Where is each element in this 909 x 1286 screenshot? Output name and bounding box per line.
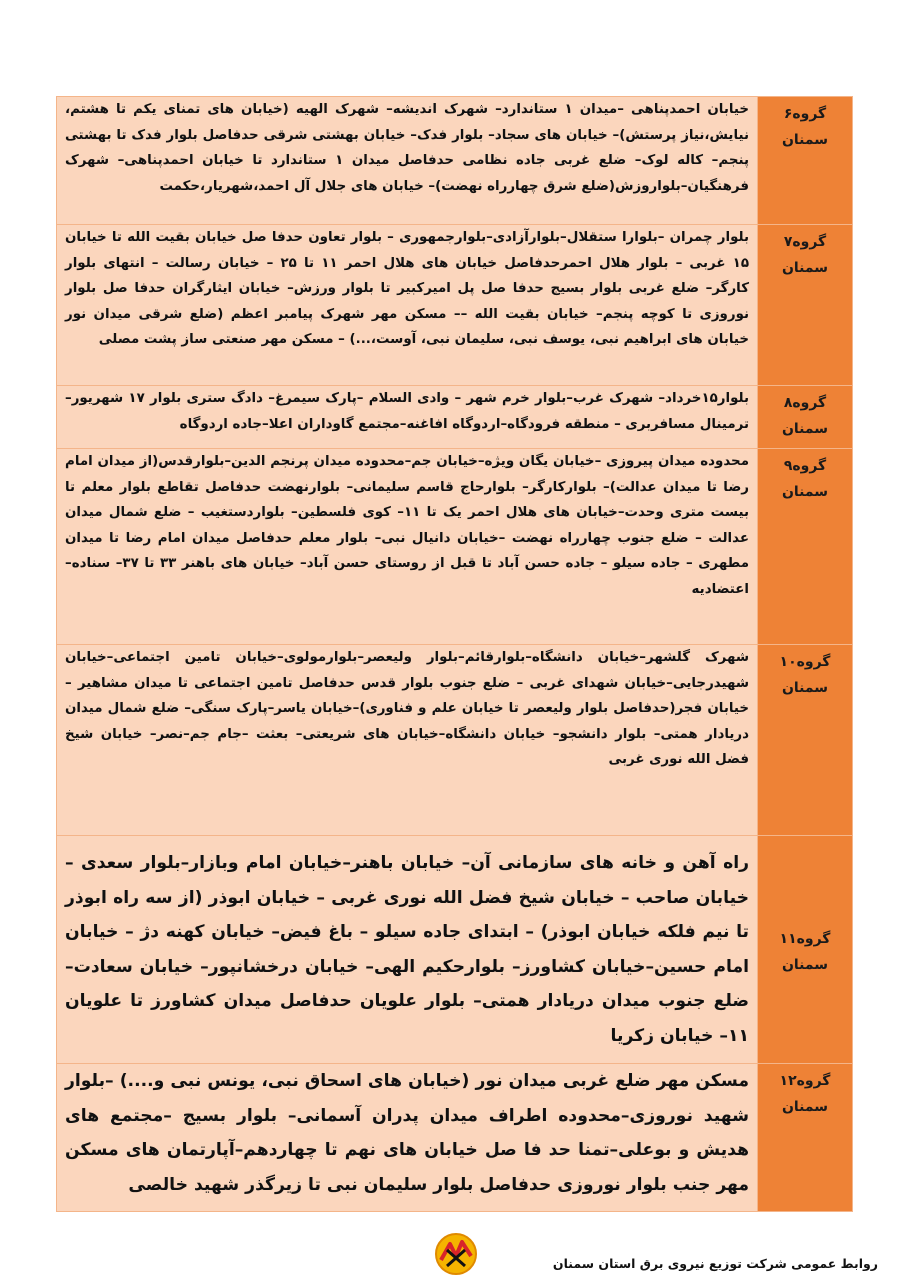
- group-label-cell: [758, 97, 853, 225]
- area-list-cell: [57, 836, 758, 1064]
- city-name: سمنان: [781, 956, 829, 973]
- area-list-text: محدوده میدان پیروزی –خیابان یگان ویژه–خیابان جم–محدوده میدان پرنجم الدین–بلوارقدس(از میدان امام رضا تا میدان عدالت)– بلوارکارگر– بلوارحاج قاسم سلیمانی– بلوارنهضت حدفاصل تقاطع بلوار معلم تا بیست متری وحدت–خیابان های هلال احمر یک تا ۱۱– کوی فلسطین– بلواردستغیب – ضلع شمال میدان عدالت – ضلع جنوب چهارراه نهضت –خیابان دانیال نبی– بلوار معلم حدفاصل میدان امام رضا تا میدان مطهری – جاده سیلو – جاده حسن آباد تا قبل از روستای حسن آباد– خیابان های باهنر ۳۳ تا ۳۷– سناده– اعتضادیه: [65, 454, 749, 597]
- area-list-cell: [57, 645, 758, 836]
- area-list-text: شهرک گلشهر–خیابان دانشگاه–بلوارقائم–بلوار ولیعصر–بلوارمولوی–خیابان تامین اجتماعی–خیابان شهیدرجایی–خیابان شهدای غربی – ضلع جنوب بلوار قدس حدفاصل تامین اجتماعی تا میدان مشاهیر – خیابان فجر(حدفاصل بلوار ولیعصر تا خیابان علم و فناوری)–خیابان یاسر–پارک سنگی– ضلع شمال میدان دریادار همتی– بلوار دانشجو– خیابان دانشگاه–خیابان های شریعتی– بعثت –جام جم–نصر– خیابان شیخ فضل الله نوری غربی: [65, 650, 749, 767]
- table-row: [57, 645, 853, 836]
- table-row: [57, 225, 853, 386]
- blackout-schedule-table: [56, 96, 853, 1212]
- table-row: [57, 386, 853, 449]
- group-name: گروه۷: [783, 234, 827, 250]
- city-name: سمنان: [781, 260, 829, 276]
- power-company-logo-icon: [428, 1226, 484, 1282]
- group-label-cell: [758, 645, 853, 836]
- group-name: گروه۱۰: [779, 654, 831, 670]
- city-name: سمنان: [781, 680, 829, 696]
- city-name: سمنان: [781, 1099, 829, 1115]
- area-list-cell: [57, 386, 758, 449]
- group-name: گروه۸: [783, 395, 827, 411]
- area-list-cell: [57, 225, 758, 386]
- table-row: [57, 836, 853, 1064]
- group-label-cell: [758, 1064, 853, 1212]
- group-label-cell: [758, 449, 853, 645]
- area-list-cell: [57, 97, 758, 225]
- page-footer: [0, 1218, 909, 1278]
- table-row: [57, 97, 853, 225]
- group-name: گروه۱۱: [779, 930, 831, 947]
- area-list-text: بلوار۱۵خرداد– شهرک غرب–بلوار خرم شهر – وادی السلام –پارک سیمرغ– دادگ ستری بلوار ۱۷ شهریور–ترمینال مسافربری – منطقه فرودگاه–اردوگاه افاغنه–مجتمع گاوداران اعلا–جاده اردوگاه: [65, 391, 749, 432]
- group-label-cell: [758, 225, 853, 386]
- group-name: گروه۱۲: [779, 1073, 831, 1089]
- area-list-text: خیابان احمدپناهی –میدان ۱ ستاندارد– شهرک اندیشه– شهرک الهیه (خیابان های تمنای یکم تا هشتم، نیایش،نیاز پرستش)– خیابان های سجاد– بلوار فدک– خیابان بهشتی شرقی حدفاصل بلوار فدک تا بهشتی پنجم– کاله لوک– ضلع غربی جاده نظامی حدفاصل میدان ۱ ستاندارد تا خیابان احمدپناهی– شهرک فرهنگیان–بلواروزش(ضلع شرق چهارراه نهضت)– خیابان های جلال آل احمد،شهریار،حکمت: [65, 102, 749, 194]
- table-row: [57, 449, 853, 645]
- city-name: سمنان: [781, 132, 829, 148]
- city-name: سمنان: [781, 484, 829, 500]
- area-list-cell: [57, 449, 758, 645]
- group-label-cell: [758, 836, 853, 1064]
- area-list-text: بلوار چمران –بلوارا ستقلال–بلوارآزادی–بلوارجمهوری – بلوار تعاون حدفا صل خیابان بقیت الله تا خیابان ۱۵ غربی – بلوار هلال احمرحدفاصل خیابان های هلال احمر ۱۱ تا ۲۵ – خیابان رسالت – انتهای بلوار کارگر– ضلع غربی بلوار بسیج حدفا صل پل امیرکبیر تا بلوار ورزش– خیابان ایثارگران حدفا صل بلوار نوروزی تا کوچه پنجم– خیابان بقیت الله –– مسکن مهر شهرک پیامبر اعظم (ضلع شرقی میدان نور خیابان های ابراهیم نبی، یوسف نبی، سلیمان نبی، آوست،...) – مسکن مهر صنعتی ساز پشت مصلی: [65, 230, 749, 347]
- group-name: گروه۹: [783, 458, 827, 474]
- city-name: سمنان: [781, 421, 829, 437]
- area-list-cell: [57, 1064, 758, 1212]
- area-list-text: راه آهن و خانه های سازمانی آن– خیابان باهنر–خیابان امام وبازار–بلوار سعدی – خیابان صاحب – خیابان شیخ فضل الله نوری غربی – خیابان ابوذر (از سه راه ابوذر تا نیم فلکه خیابان ابوذر) – ابتدای جاده سیلو – باغ فیض– خیابان کهنه دژ – خیابان امام حسین–خیابان کشاورز– بلوارحکیم الهی– خیابان درخشانپور– خیابان سعادت– ضلع جنوب میدان دریادار همتی– بلوار علویان حدفاصل میدان کشاورز تا علویان ۱۱– خیابان زکریا: [65, 853, 749, 1046]
- table-row: [57, 1064, 853, 1212]
- group-name: گروه۶: [783, 106, 827, 122]
- area-list-text: مسکن مهر ضلع غربی میدان نور (خیابان های اسحاق نبی، یونس نبی و....) –بلوار شهید نوروزی–محدوده اطراف میدان پدران آسمانی– بلوار بسیج –مجتمع های هدیش و بوعلی–تمنا حد فا صل خیابان های نهم تا چهاردهم–آپارتمان های مسکن مهر جنب بلوار نوروزی حدفاصل بلوار سلیمان نبی تا زیرگذر شهید خالصی: [65, 1071, 749, 1195]
- group-label-cell: [758, 386, 853, 449]
- footer-caption: روابط عمومی شرکت توزیع نیروی برق استان سمنان: [552, 1256, 878, 1271]
